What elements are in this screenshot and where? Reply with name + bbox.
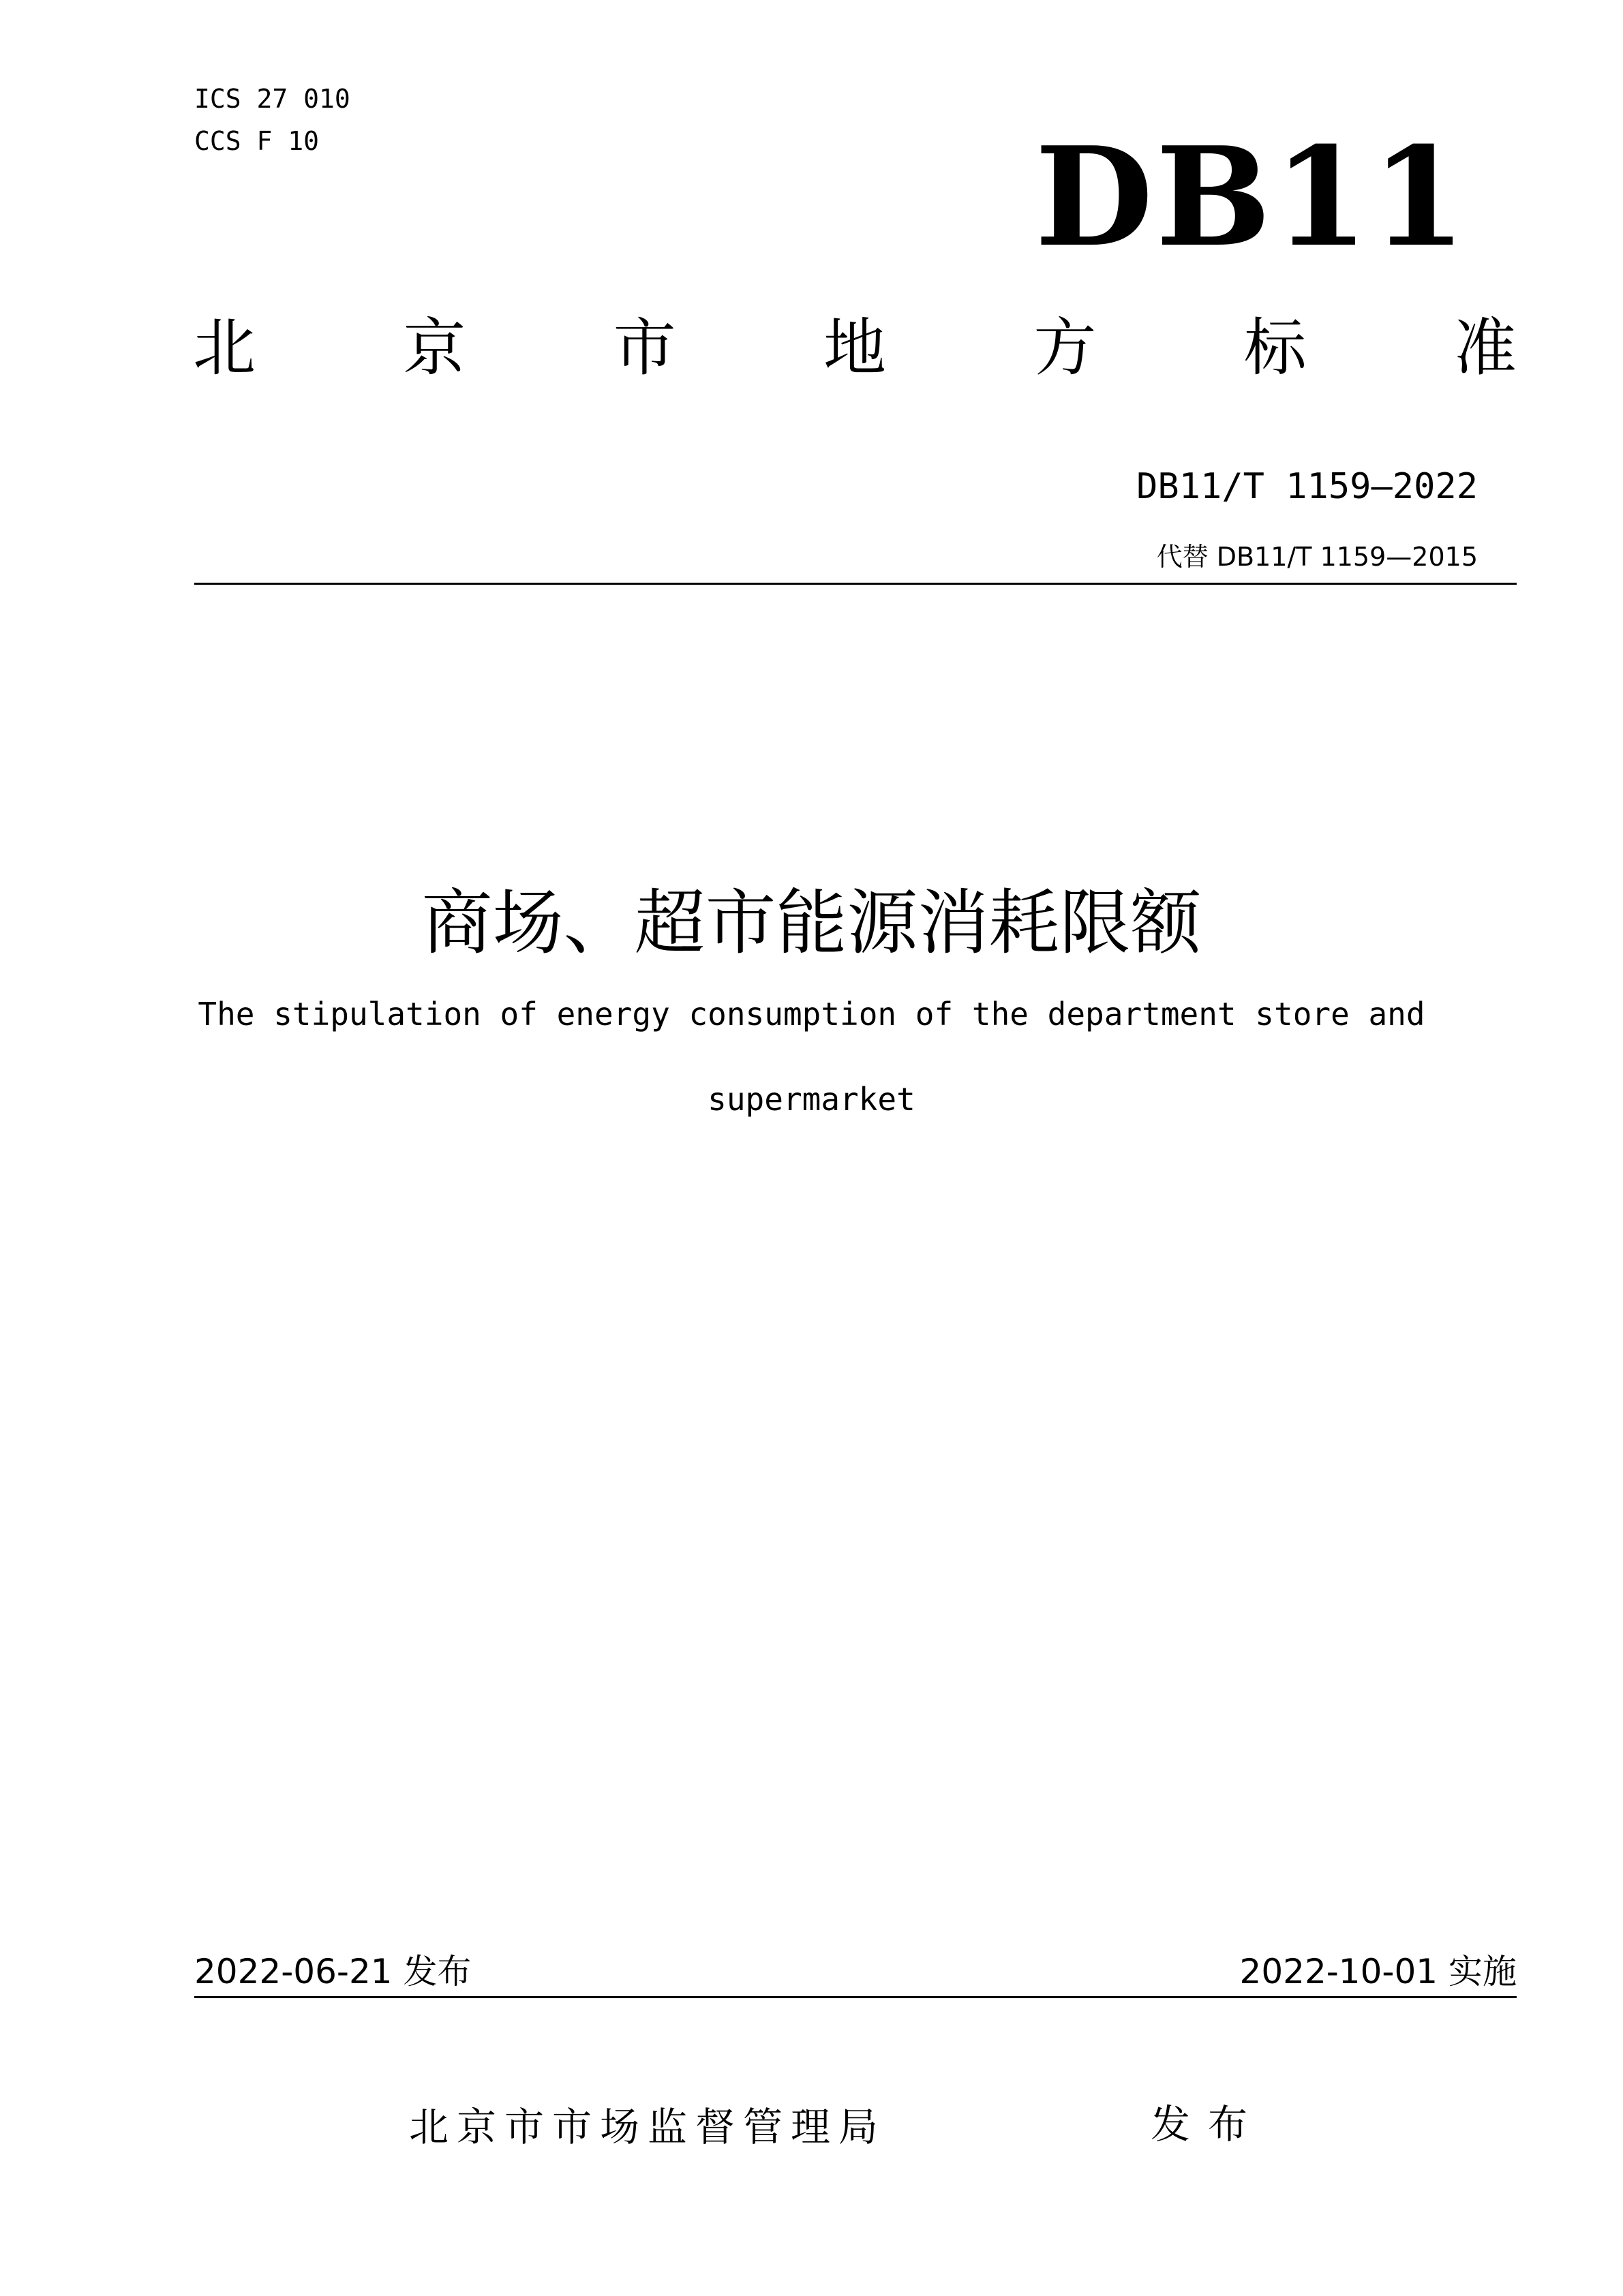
implementation-date: 2022-10-01 实施 [1239, 1952, 1517, 1991]
standard-type-heading [193, 311, 1517, 384]
publish-label: 发布 [1151, 2101, 1266, 2147]
standard-type-char: 市 [613, 311, 676, 384]
ccs-code: CCS F 10 [194, 126, 320, 156]
document-title-english-line1: The stipulation of energy consumption of the department store and [198, 996, 1425, 1032]
issue-date: 2022-06-21 发布 [194, 1952, 472, 1991]
standard-type-char: 方 [1033, 311, 1097, 384]
document-title-english-line2: supermarket [708, 1081, 915, 1118]
standard-type-char: 京 [403, 311, 466, 384]
document-title-chinese: 商场、超市能源消耗限额 [421, 881, 1202, 964]
replaces-standard: 代替 DB11/T 1159—2015 [1156, 542, 1478, 572]
standard-number: DB11/T 1159—2022 [1136, 466, 1478, 507]
standard-type-char: 准 [1453, 311, 1517, 384]
bottom-divider [194, 1996, 1517, 1998]
ics-code: ICS 27 010 [194, 84, 350, 114]
standard-series-mark: DB11 [1035, 117, 1469, 277]
standard-type-char: 标 [1243, 311, 1307, 384]
standard-type-char: 北 [193, 311, 256, 384]
top-divider [194, 583, 1517, 585]
standard-type-char: 地 [823, 311, 886, 384]
publisher-name: 北京市市场监督管理局 [409, 2104, 887, 2150]
